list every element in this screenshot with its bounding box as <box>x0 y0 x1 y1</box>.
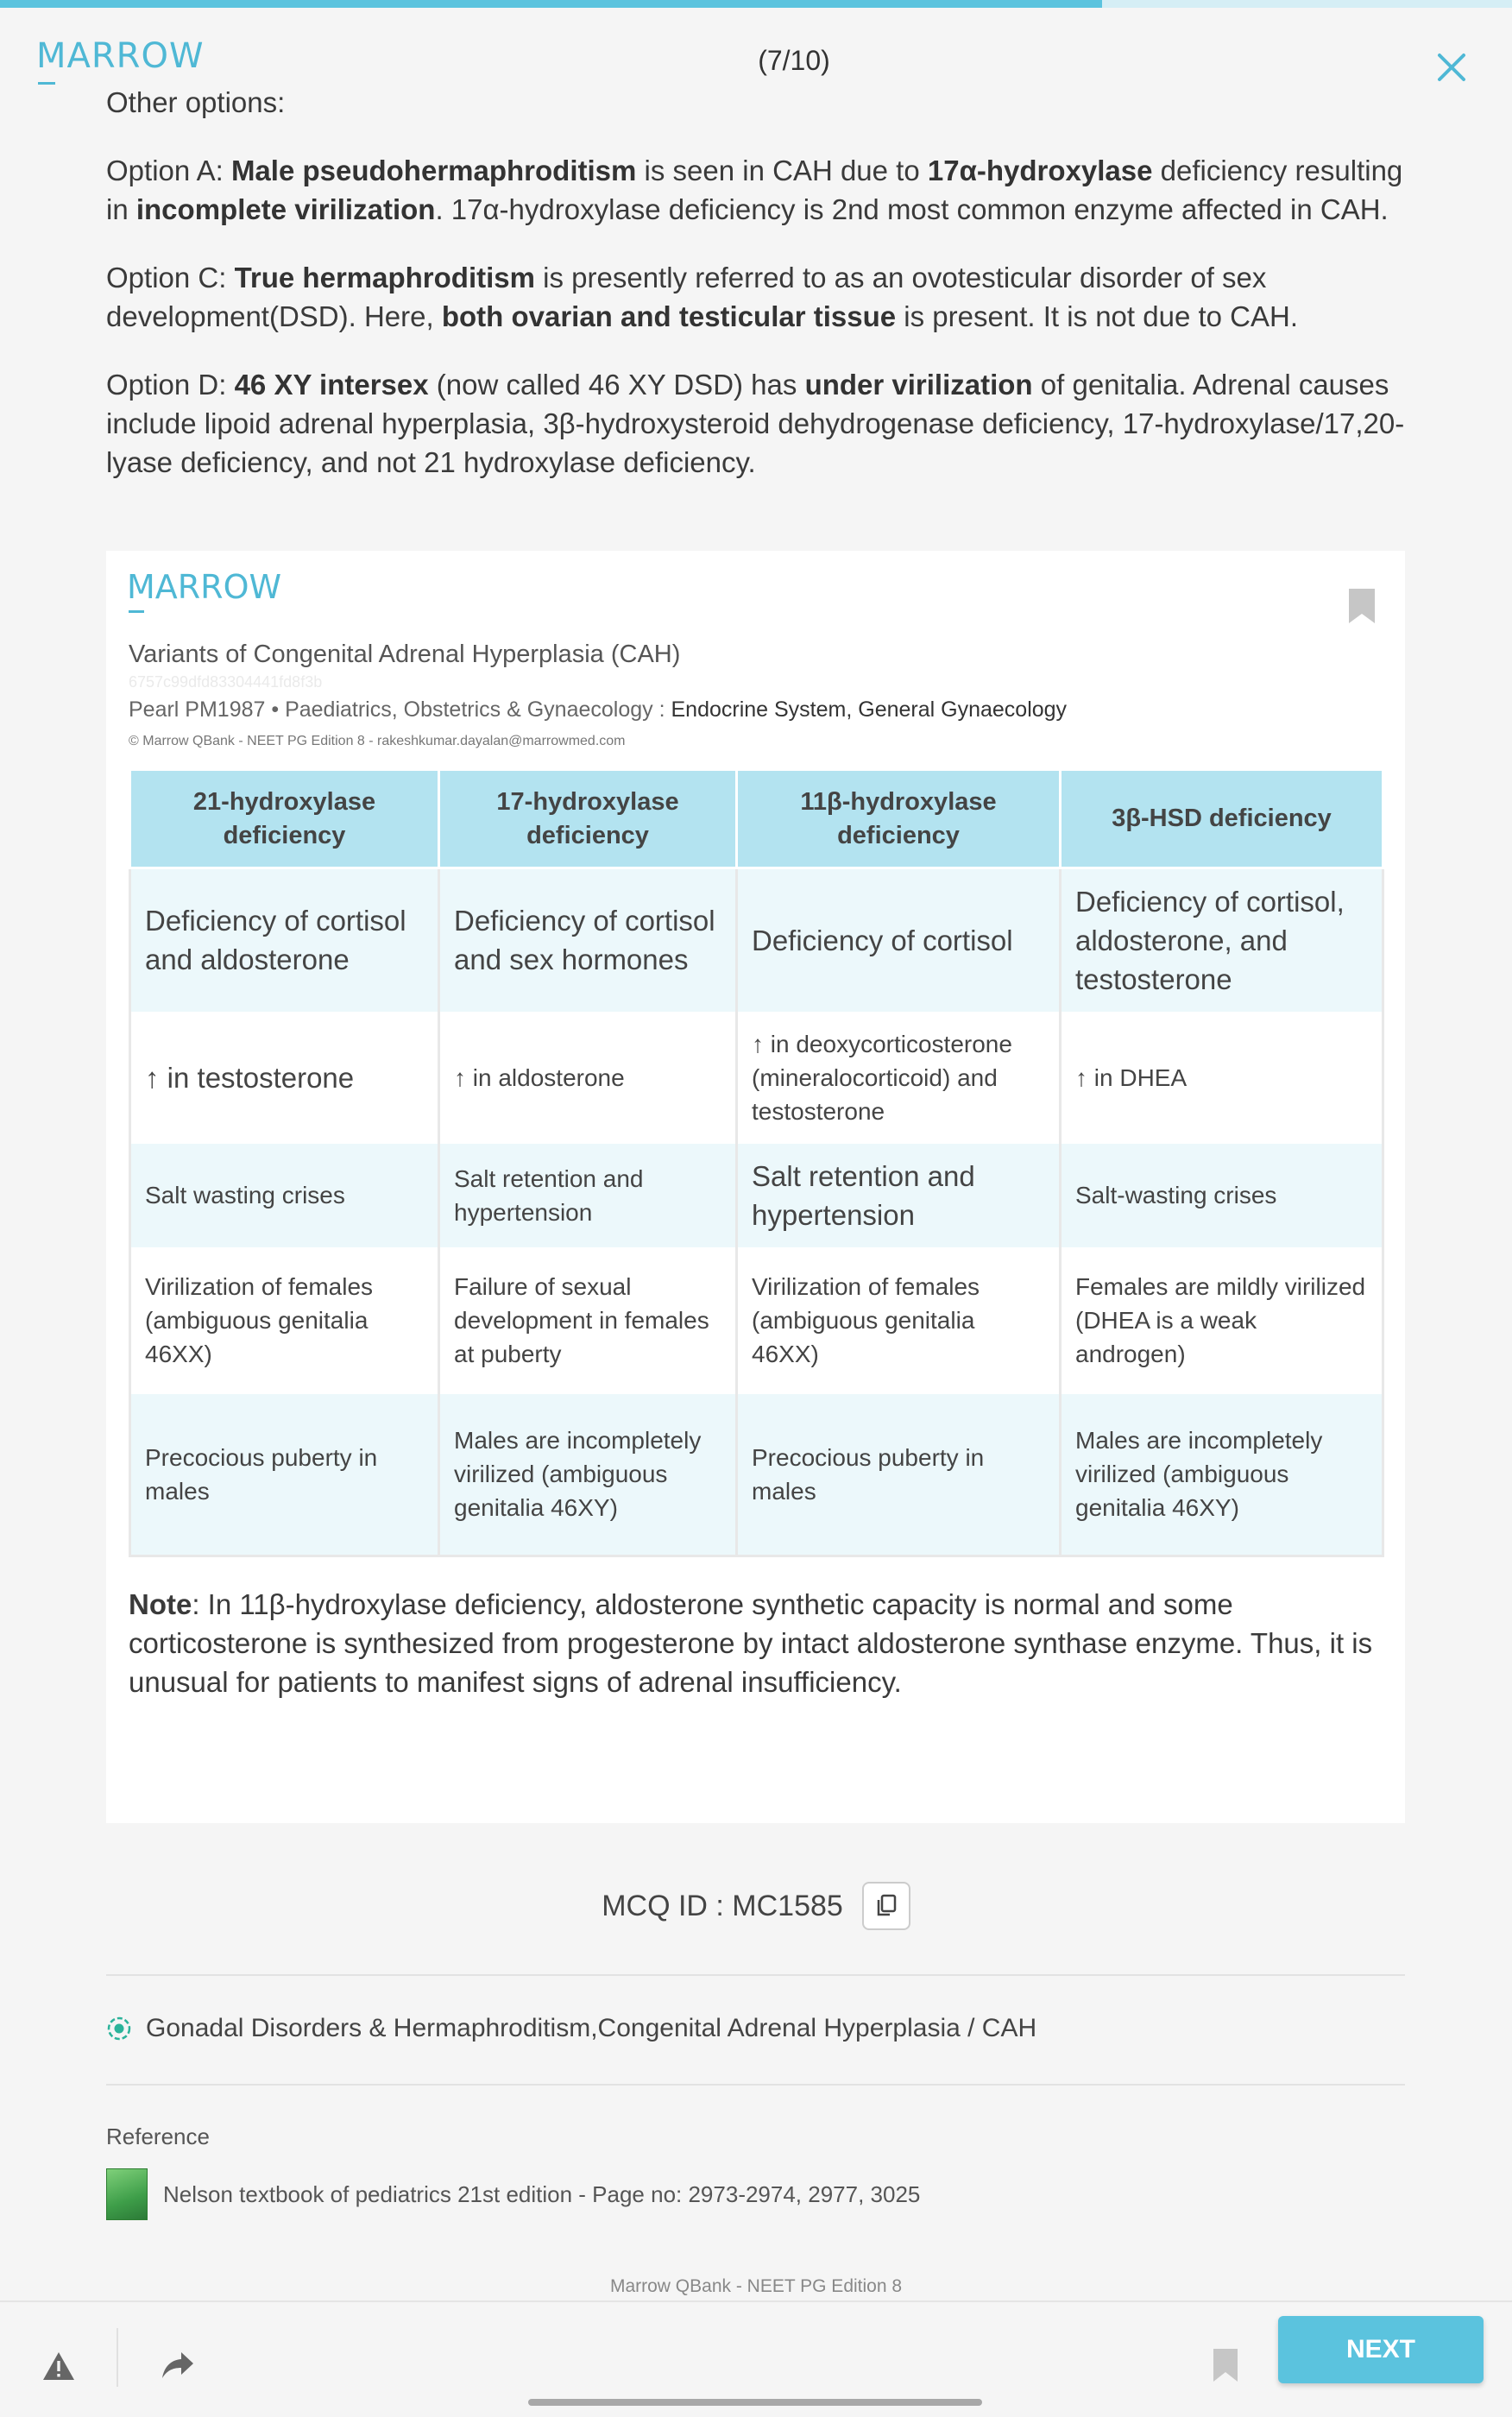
pearl-subject-line <box>129 697 1067 723</box>
table-cell: Precocious puberty in males <box>130 1394 439 1556</box>
bold-text: 46 XY intersex <box>234 369 429 401</box>
table-cell: Salt wasting crises <box>130 1144 439 1247</box>
table-row <box>130 868 1383 1012</box>
table-cell: Males are incompletely virilized (ambiguous genitalia 46XY) <box>439 1394 737 1556</box>
text-segment: of genitalia. Adrenal causes include lipoid adrenal hyperplasia, 3β-hydroxysteroid dehydrogenase deficiency, 17-hydroxylase/17,20-lyase deficiency, and not 21 hydroxylase deficiency. <box>106 369 1405 478</box>
table-cell: ↑ in deoxycorticosterone (mineralocorticoid) and testosterone <box>737 1012 1061 1144</box>
option-a-explanation <box>106 151 1409 229</box>
divider <box>106 2084 1405 2086</box>
copyright-line: © Marrow QBank - NEET PG Edition 8 - rakeshkumar.dayalan@marrowmed.com <box>129 734 626 748</box>
text-segment: deficiency resulting in <box>106 155 1403 225</box>
text-segment: is seen in CAH due to <box>636 155 928 186</box>
bold-text: Male pseudohermaphroditism <box>230 155 637 186</box>
table-cell: Precocious puberty in males <box>737 1394 1061 1556</box>
note-text: : In 11β-hydroxylase deficiency, aldosterone synthetic capacity is normal and some corticosterone is synthesized from progesterone by intact aldosterone synthase enzyme. Thus, it is unusual for patients to manifest signs of adrenal insufficiency. <box>129 1588 1373 1698</box>
progress-fill <box>0 0 1102 8</box>
table-row <box>130 1144 1383 1247</box>
bold-text: both ovarian and testicular tissue <box>441 300 897 332</box>
table-header-cell: 17-hydroxylase deficiency <box>439 770 737 868</box>
table-header-cell: 11β-hydroxylase deficiency <box>737 770 1061 868</box>
book-cover-icon <box>106 2168 148 2220</box>
report-button[interactable] <box>41 2351 76 2386</box>
text-segment: Option D: <box>106 369 235 401</box>
mcq-id-row <box>0 1882 1512 1930</box>
table-cell: Deficiency of cortisol and aldosterone <box>130 868 439 1012</box>
card-id: 6757c99dfd83304441fd8f3b <box>129 673 323 691</box>
bold-text: True hermaphroditism <box>234 262 535 293</box>
next-button[interactable]: NEXT <box>1278 2316 1484 2383</box>
topic-radio-icon <box>106 2016 132 2042</box>
table-cell: Deficiency of cortisol <box>737 868 1061 1012</box>
table-header-cell: 3β-HSD deficiency <box>1061 770 1383 868</box>
pearl-topic: Endocrine System, General Gynaecology <box>671 697 1068 722</box>
table-cell: Virilization of females (ambiguous genitalia 46XX) <box>737 1247 1061 1394</box>
table-cell: Deficiency of cortisol, aldosterone, and testosterone <box>1061 868 1383 1012</box>
topic-tag[interactable] <box>106 2014 1036 2043</box>
table-cell: Salt retention and hypertension <box>737 1144 1061 1247</box>
table-cell: ↑ in testosterone <box>130 1012 439 1144</box>
text-segment: . 17α-hydroxylase deficiency is 2nd most common enzyme affected in CAH. <box>435 193 1389 225</box>
table-row <box>130 1012 1383 1144</box>
table-cell: Deficiency of cortisol and sex hormones <box>439 868 737 1012</box>
pearl-prefix: Pearl PM1987 • Paediatrics, Obstetrics & Gynaecology : <box>129 697 671 722</box>
bookmark-icon <box>1212 2347 1239 2383</box>
text-segment: Option A: <box>106 155 231 186</box>
brand-logo: MARROW <box>36 36 205 76</box>
copy-mcq-id-button[interactable] <box>862 1882 910 1930</box>
home-indicator[interactable] <box>528 2399 982 2406</box>
card-title: Variants of Congenital Adrenal Hyperplasia (CAH) <box>129 641 681 668</box>
text-segment: is presently referred to as an ovotesticular disorder of sex development(DSD). Here, <box>106 262 1267 332</box>
table-cell: ↑ in DHEA <box>1061 1012 1383 1144</box>
table-cell: ↑ in aldosterone <box>439 1012 737 1144</box>
reference-text: Nelson textbook of pediatrics 21st edition - Page no: 2973-2974, 2977, 3025 <box>163 2180 921 2207</box>
option-d-explanation <box>106 365 1409 482</box>
close-button[interactable] <box>1433 48 1471 86</box>
bar-divider <box>117 2328 118 2387</box>
bookmark-icon <box>1347 587 1377 625</box>
topic-label: Gonadal Disorders & Hermaphroditism,Congenital Adrenal Hyperplasia / CAH <box>146 2014 1037 2042</box>
copy-icon <box>875 1894 898 1918</box>
bold-text: under virilization <box>804 369 1033 401</box>
table-cell: Virilization of females (ambiguous genitalia 46XX) <box>130 1247 439 1394</box>
reference-item <box>106 2168 920 2220</box>
table-header-row <box>130 770 1383 868</box>
text-segment: is present. It is not due to CAH. <box>896 300 1299 332</box>
card-note <box>129 1585 1380 1701</box>
reference-label: Reference <box>106 2124 210 2149</box>
table-row <box>130 1247 1383 1394</box>
cah-variants-table <box>129 768 1384 1557</box>
bold-text: 17α-hydroxylase <box>927 155 1153 186</box>
table-cell: Failure of sexual development in females at puberty <box>439 1247 737 1394</box>
close-icon <box>1433 48 1471 86</box>
table-header-cell: 21-hydroxylase deficiency <box>130 770 439 868</box>
table-cell: Males are incompletely virilized (ambiguous genitalia 46XY) <box>1061 1394 1383 1556</box>
table-cell: Females are mildly virilized (DHEA is a weak androgen) <box>1061 1247 1383 1394</box>
divider <box>106 1974 1405 1976</box>
question-counter: (7/10) <box>758 45 830 76</box>
share-icon <box>161 2351 195 2380</box>
other-options-heading: Other options: <box>106 86 286 118</box>
text-segment: Option C: <box>106 262 235 293</box>
card-brand-logo: MARROW <box>127 568 282 606</box>
share-button[interactable] <box>161 2351 195 2384</box>
bookmark-button[interactable] <box>1212 2347 1239 2388</box>
explanation-text <box>106 83 1409 511</box>
card-bookmark-button[interactable] <box>1347 587 1377 625</box>
bold-text: incomplete virilization <box>135 193 436 225</box>
option-c-explanation <box>106 258 1409 336</box>
table-cell: Salt-wasting crises <box>1061 1144 1383 1247</box>
footer-edition: Marrow QBank - NEET PG Edition 8 <box>609 2276 903 2296</box>
text-segment: (now called 46 XY DSD) has <box>428 369 805 401</box>
note-label: Note <box>129 1588 192 1620</box>
pearl-card <box>106 551 1405 1823</box>
warning-icon <box>41 2351 76 2382</box>
table-cell: Salt retention and hypertension <box>439 1144 737 1247</box>
table-row <box>130 1394 1383 1556</box>
mcq-id: MCQ ID : MC1585 <box>602 1889 843 1922</box>
progress-bar <box>0 0 1512 8</box>
